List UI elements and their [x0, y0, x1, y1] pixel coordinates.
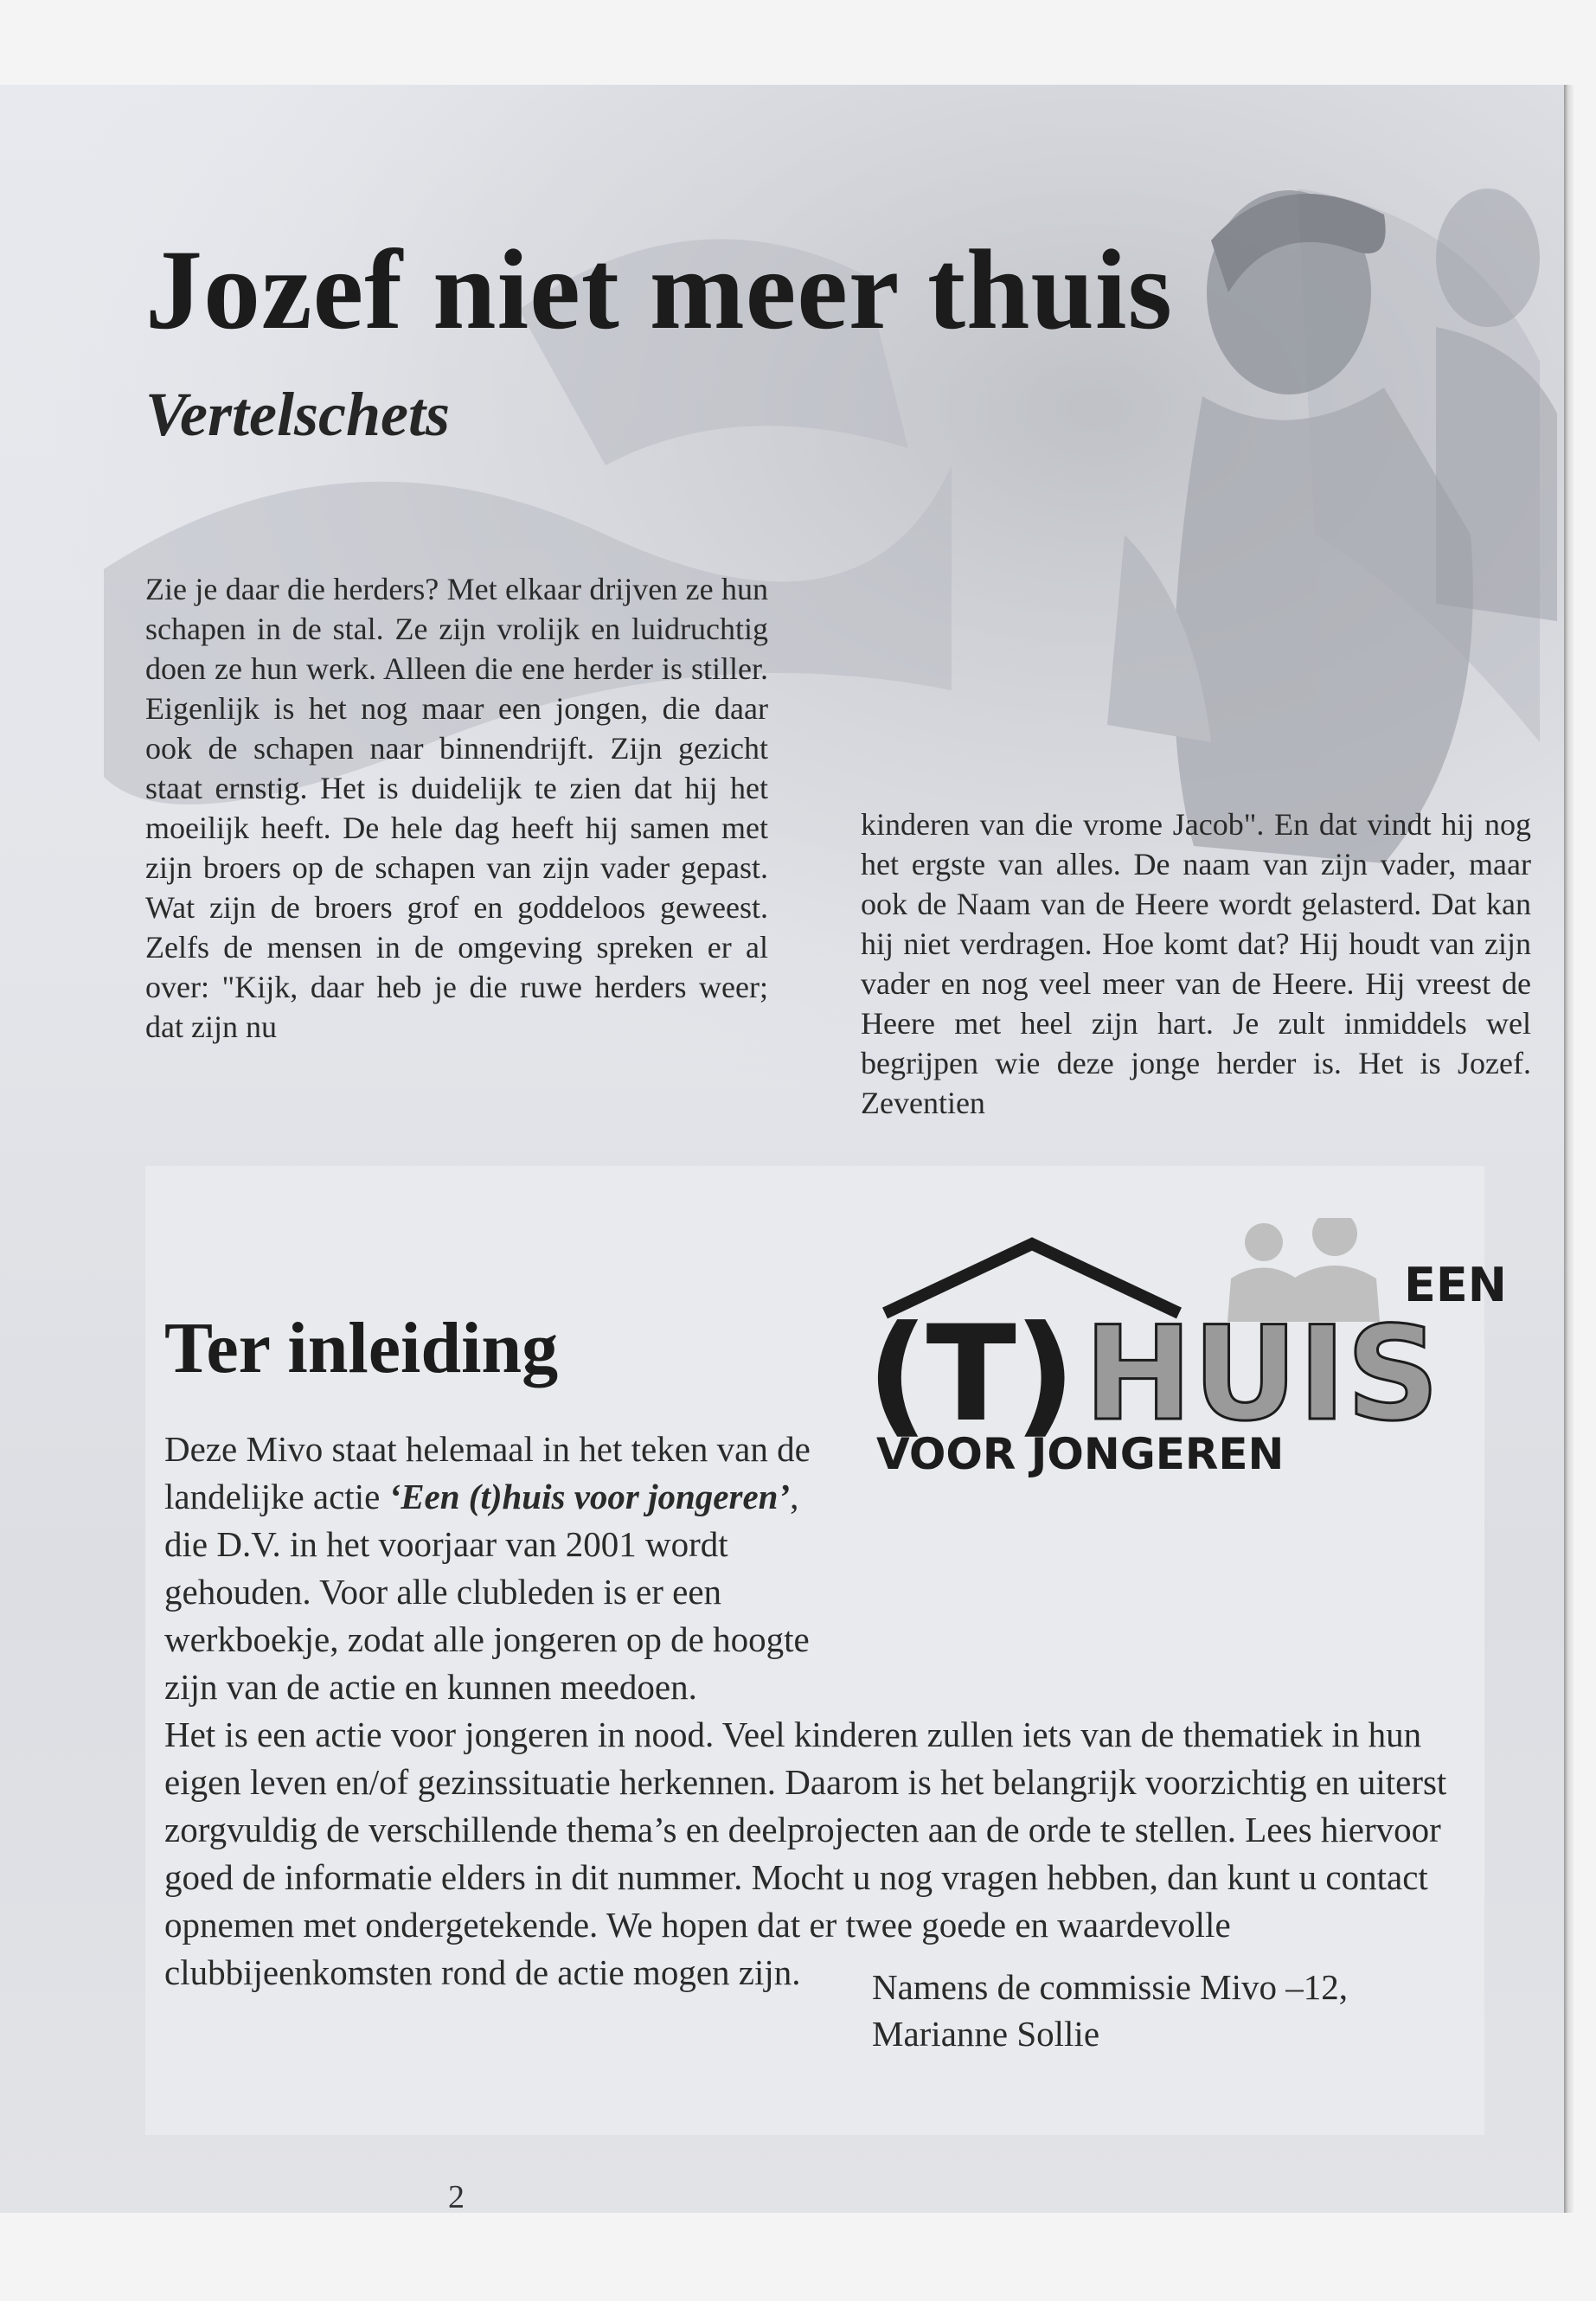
introduction-text: [164, 1426, 1462, 1997]
story-column-left: [145, 569, 768, 1047]
signature-name: Marianne Sollie: [872, 2014, 1100, 2054]
article-subtitle: Vertelschets: [145, 380, 450, 449]
signature: [872, 1964, 1348, 2057]
story-text-left: Zie je daar die herders? Met elkaar drijven ze hun schapen in de stal. Ze zijn vrolijk en luidruchtig doen ze hun werk. Alleen die ene herder is stiller. Eigenlijk is het nog maar een jongen, die daar ook de schapen naar binnendrijft. Zijn gezicht staat ernstig. Het is duidelijk te zien dat hij het moeilijk heeft. De hele dag heeft hij samen met zijn broers op de schapen van zijn vader gepast. Wat zijn de broers grof en goddeloos geweest. Zelfs de mensen in de omgeving spreken er al over: "Kijk, daar heb je die ruwe herders weer; dat zijn nu: [145, 572, 768, 1044]
logo-word-huis: HUIS: [1084, 1299, 1440, 1450]
article-title: Jozef niet meer thuis: [145, 226, 1173, 353]
story-column-right: [861, 804, 1531, 1123]
logo-spacer: [839, 1426, 1462, 1633]
page-number: 2: [448, 2179, 465, 2213]
introduction-box: [145, 1166, 1507, 2135]
logo-word-t: (T): [868, 1299, 1075, 1450]
page-edge: [1564, 85, 1574, 2213]
signature-committee: Namens de commissie Mivo –12,: [872, 1967, 1349, 2007]
logo-word-een: EEN: [1404, 1258, 1507, 1312]
campaign-name: ‘Een (t)huis voor jongeren’: [388, 1477, 791, 1516]
intro-text-part: , die D.V. in het voorjaar van 2001 wordt gehouden. Voor alle clubleden is er een werkboekje, zodat alle jongeren op de hoogte zijn van de actie en kunnen meedoen.: [164, 1477, 810, 1707]
story-text-right: kinderen van die vrome Jacob". En dat vindt hij nog het ergste van alles. De naam van zijn vader, maar ook de Naam van de Heere wordt gelasterd. Dat kan hij niet verdragen. Hoe komt dat? Hij houdt van zijn vader en nog veel meer van de Heere. Hij vreest de Heere met heel zijn hart. Je zult inmiddels wel begrijpen wie deze jonge herder is. Het is Jozef. Zeventien: [861, 807, 1531, 1120]
magazine-page: [0, 85, 1564, 2213]
introduction-paragraph-2: Het is een actie voor jongeren in nood. Veel kinderen zullen iets van de thematiek in hun eigen leven en/of gezinssituatie herkennen. Daarom is het belangrijk voorzichtig en uiterst zorgvuldig de verschillende thema’s en deelprojecten aan de orde te stellen. Lees hiervoor goed de informatie elders in dit nummer. Mocht u nog vragen hebben, dan kunt u contact opnemen met ondergetekende. We hopen dat er twee goede en waardevolle clubbijeenkomsten rond de actie mogen zijn.: [164, 1715, 1447, 1992]
intro-text-part: Deze Mivo staat helemaal in het teken van de landelijke actie: [164, 1429, 811, 1516]
logo-word-voor-jongeren: VOOR JONGEREN: [876, 1429, 1285, 1477]
introduction-title: Ter inleiding: [164, 1308, 559, 1388]
